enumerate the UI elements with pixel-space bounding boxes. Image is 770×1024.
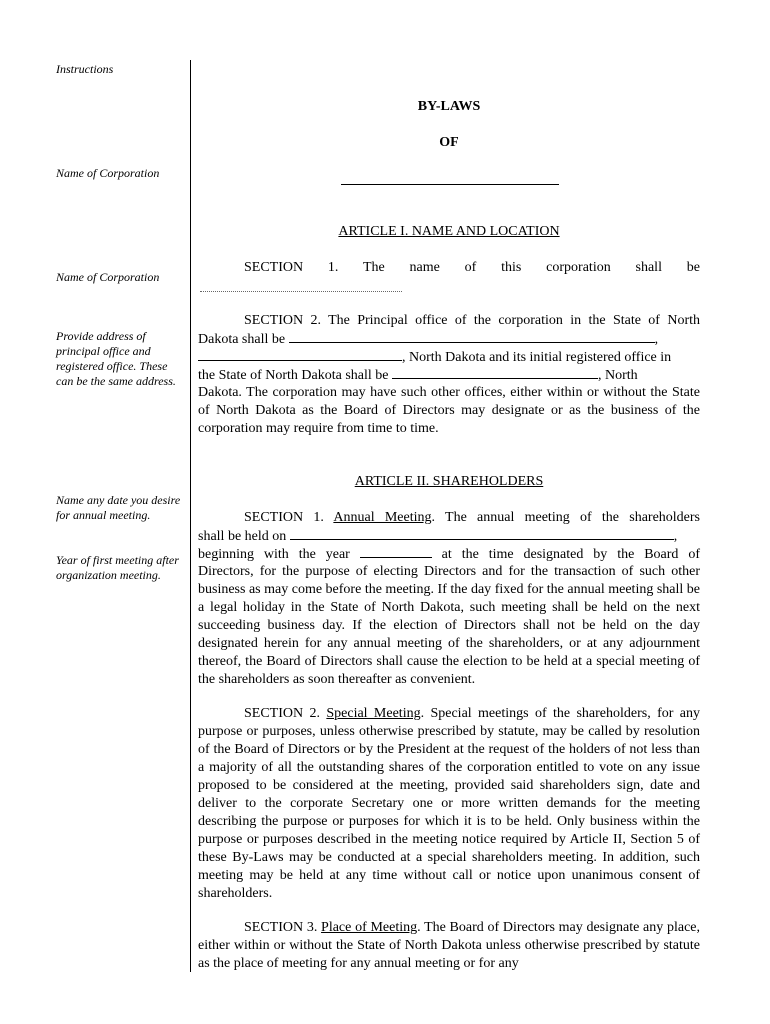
place-of-meeting-title: Place of Meeting [321, 920, 418, 935]
registered-office-suffix: , North [598, 368, 638, 383]
article-2-section-3-text: . The Board of Directors may designate any place, either within or without the State of North Dakota unless otherwise prescribed by statute as the place of meeting for any annual meeting or for any [198, 920, 700, 971]
article-1-section-1 [198, 259, 700, 277]
corporation-name-field[interactable] [341, 184, 559, 185]
article-2-section-2-label: SECTION 2. [244, 706, 320, 721]
article-1-section-2-line3 [198, 348, 700, 367]
doc-of: OF [439, 135, 459, 150]
principal-office-label: Dakota shall be [198, 332, 286, 347]
article-1-section-2-line1 [198, 312, 700, 330]
article-1-section-2-text: SECTION 2. The Principal office of the corporation in the State of North [244, 313, 700, 328]
margin-divider [190, 60, 191, 972]
corporation-name-field-2[interactable] [200, 291, 402, 292]
doc-title: BY-LAWS [417, 99, 481, 114]
article-2-section-3 [198, 919, 700, 973]
article-2-section-1-label: SECTION 1. [244, 510, 324, 525]
registered-office-address-field[interactable] [392, 366, 598, 379]
principal-office-address-field[interactable] [289, 330, 655, 343]
sidebar-name-of-corporation: Name of Corporation [56, 166, 160, 180]
article-1-heading: ARTICLE I. NAME AND LOCATION [338, 224, 560, 239]
year-label: beginning with the year [198, 547, 350, 562]
principal-office-suffix: , North Dakota and its initial registered office in [402, 350, 672, 365]
article-2-section-1-line3 [198, 545, 700, 564]
annual-meeting-title: Annual Meeting [333, 510, 432, 525]
article-2-section-2 [198, 705, 700, 903]
article-1-section-2-line4 [198, 366, 700, 385]
article-2-section-3-label: SECTION 3. [244, 920, 318, 935]
registered-office-label: the State of North Dakota shall be [198, 368, 389, 383]
article-2-section-2-text: . Special meetings of the shareholders, for any purpose or purposes, unless otherwise prescribed by statute, may be called by resolution of the Board of Directors or by the President at the request of the holders of not less than a majority of all the outstanding shares of the corporation entitled to vote on any issue proposed to be considered at the meeting, provided said shareholders sign, date and deliver to the corporate Secretary one or more written demands for the meeting describing the purpose or purposes for which it is to be held. Only business within the purpose or purposes described in the meeting notice required by Article II, Section 5 of these By-Laws may be conducted at a special shareholders meeting. In addition, such meeting may be held at any time without call or notice upon unanimous consent of shareholders. [198, 706, 700, 901]
article-1-section-1-text: SECTION 1. The name of this corporation shall be [244, 260, 700, 275]
article-1-section-2-rest: Dakota. The corporation may have such other offices, either within or without the State of North Dakota as the Board of Directors may designate or as the business of the corporation may require from time to time. [198, 385, 700, 436]
article-2-section-1-line2: shall be held on , [198, 529, 678, 544]
article-1-section-2-line2: Dakota shall be , [198, 332, 659, 347]
annual-meeting-date-field[interactable] [290, 527, 674, 540]
article-2-heading: ARTICLE II. SHAREHOLDERS [354, 474, 544, 489]
article-2-section-1-rest: Directors, for the purpose of electing Directors and for the transaction of such other business as may come before the meeting. If the day fixed for the annual meeting shall be a legal holiday in the State of North Dakota, such meeting shall be held on the next succeeding business day. If the election of Directors shall not be held on the day designated herein for any annual meeting of the shareholders, or at any adjournment thereof, the Board of Directors shall cause the election to be held at a special meeting of the shareholders as soon thereafter as convenient. [198, 564, 700, 687]
principal-office-city-field[interactable] [198, 348, 402, 361]
sidebar-name-of-corporation-2: Name of Corporation [56, 270, 160, 284]
sidebar-address-note: Provide address of principal office and registered office. These can be the same address. [56, 329, 176, 388]
sidebar-year-note: Year of first meeting after organization meeting. [56, 553, 179, 582]
year-suffix: at the time designated by the Board of [441, 547, 701, 562]
special-meeting-title: Special Meeting [326, 706, 421, 721]
article-2-section-1-text: . The annual meeting of the shareholders [431, 510, 701, 525]
article-2-section-1-line1 [198, 509, 700, 527]
sidebar-instructions: Instructions [56, 62, 114, 76]
first-meeting-year-field[interactable] [360, 545, 432, 558]
annual-meeting-date-label: shall be held on [198, 529, 287, 544]
sidebar-annual-meeting-note: Name any date you desire for annual meeting. [56, 493, 181, 522]
